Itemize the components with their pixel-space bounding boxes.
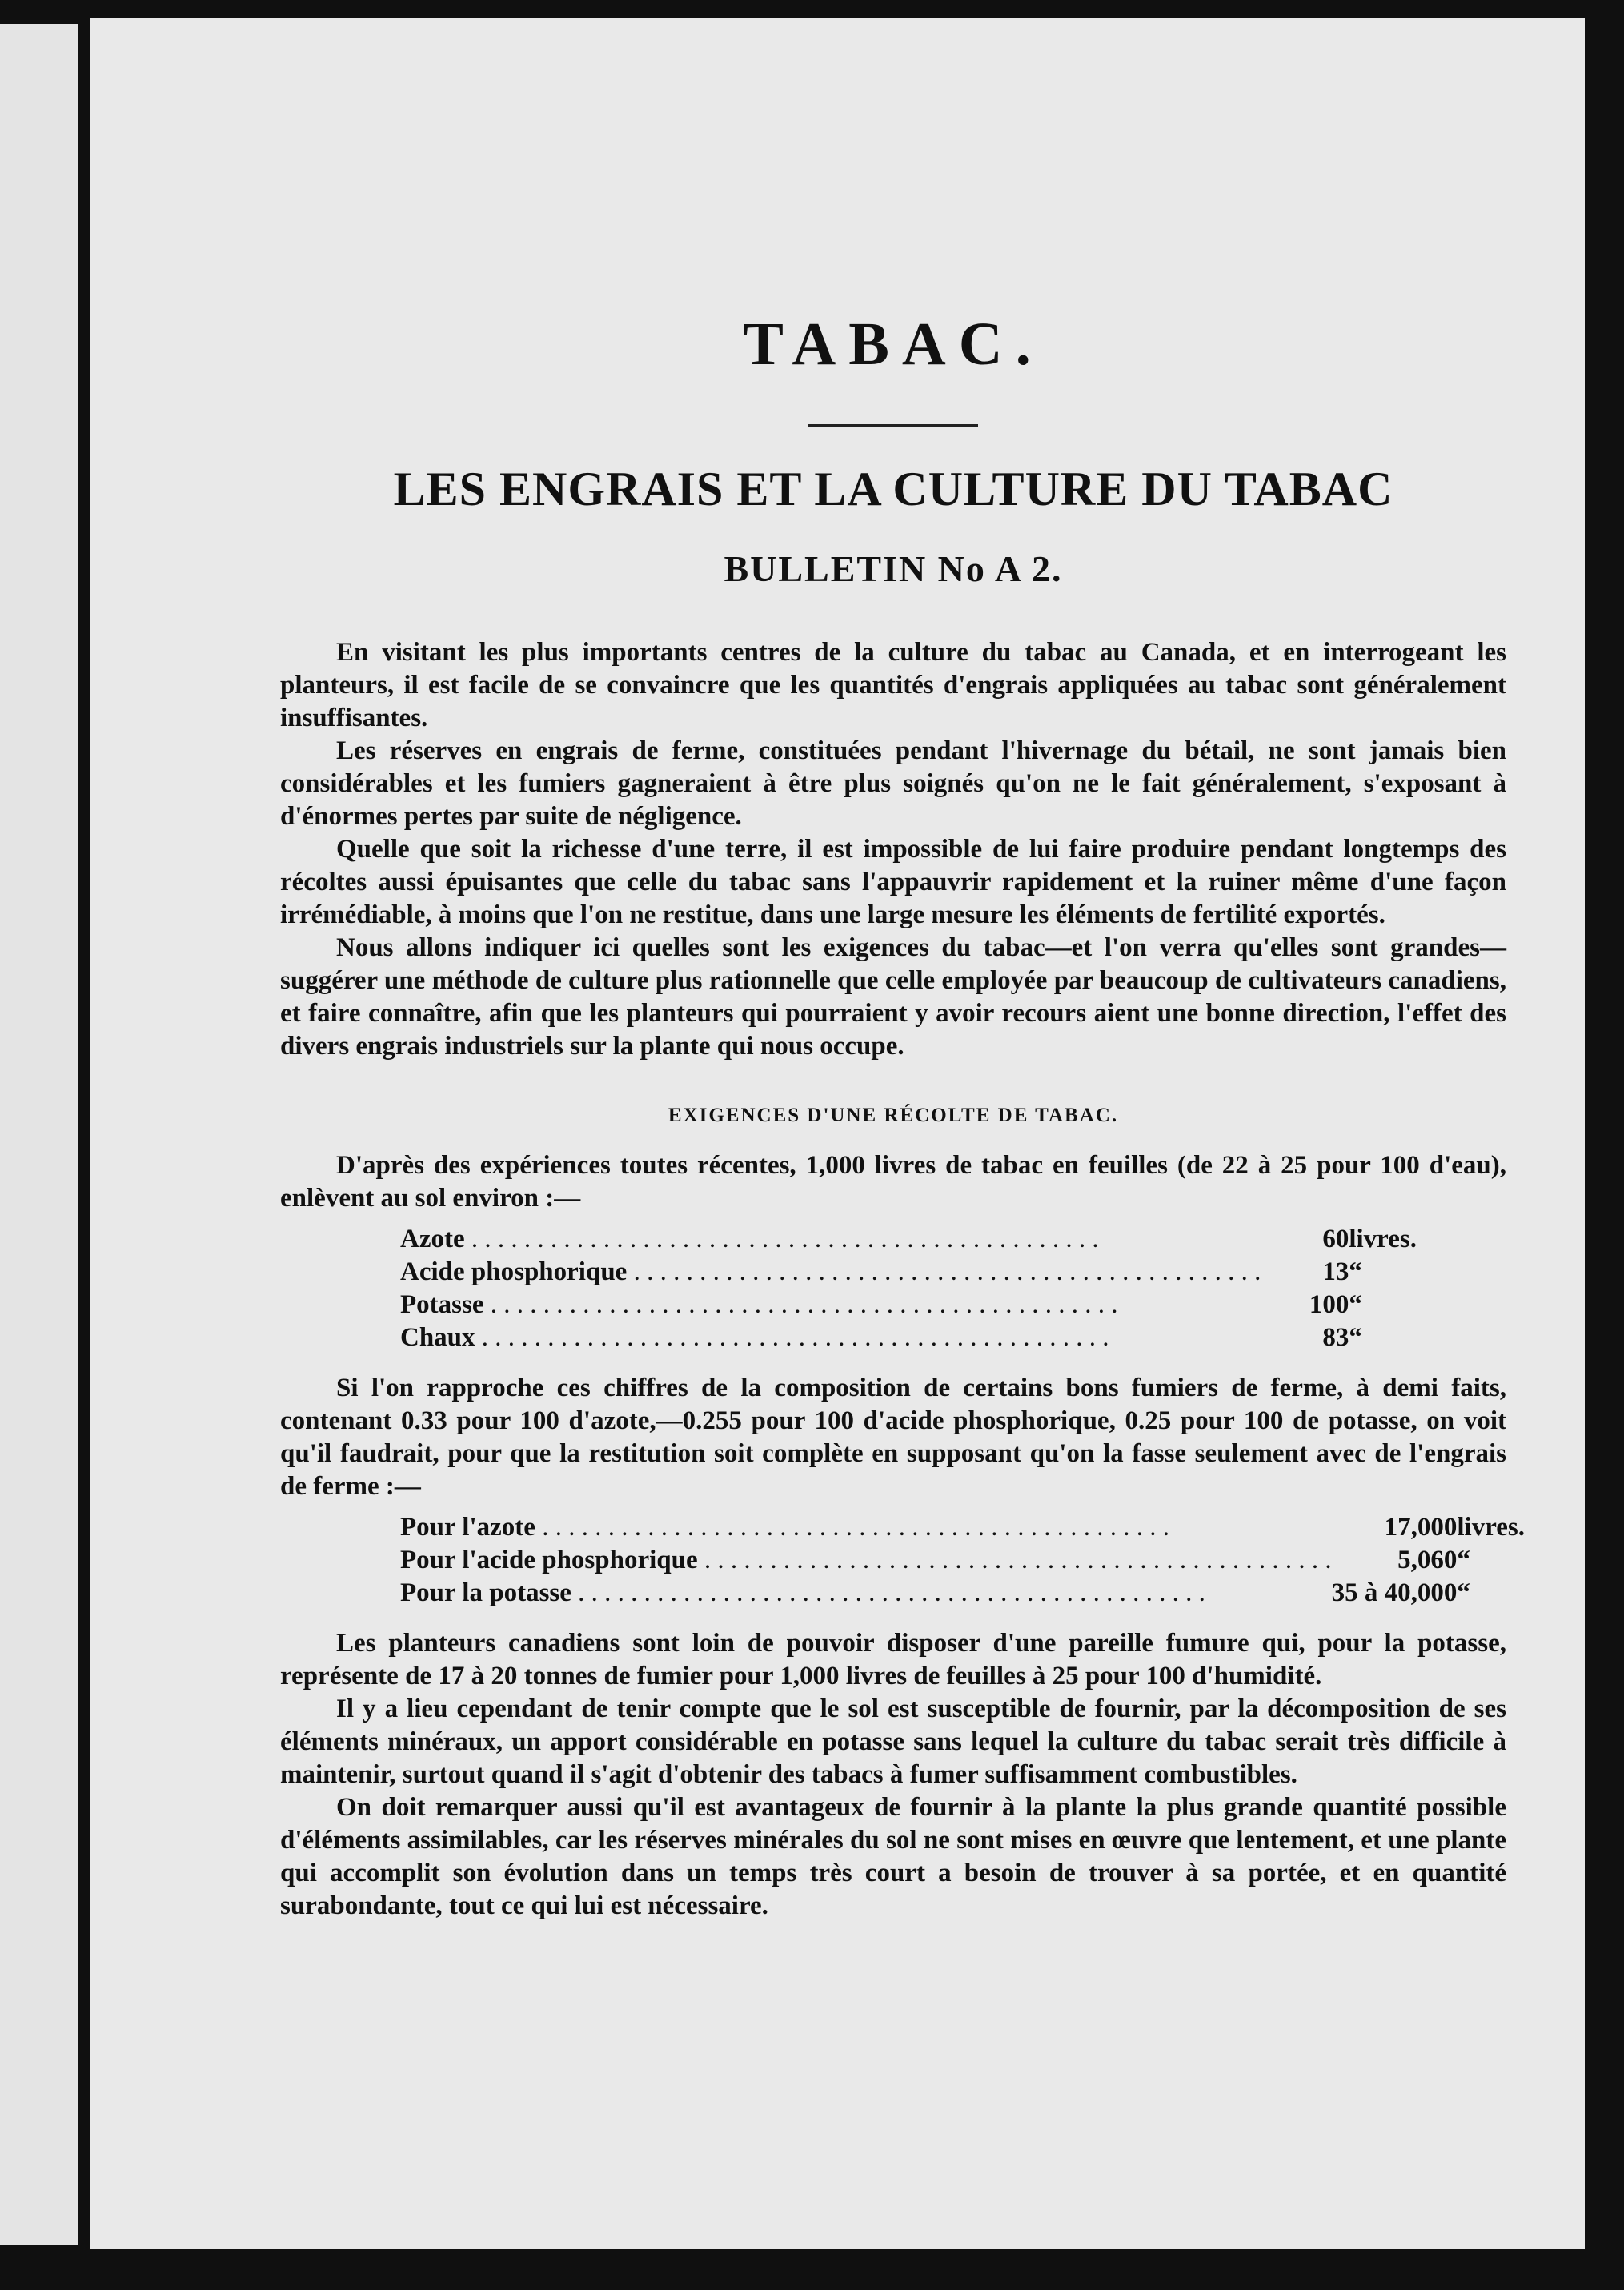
requirements-table [400,1511,1525,1610]
requirement-label: Pour la potasse . . . [400,1578,1205,1607]
adjacent-page-edge [0,24,78,2245]
element-value: 13 [1322,1257,1349,1286]
requirement-unit: livres. [1457,1513,1526,1542]
requirement-value: 35 à 40,000 [1331,1578,1458,1607]
requirement-unit: “ [1457,1546,1470,1574]
table-row [400,1511,1525,1544]
comparison-paragraph: Si l'on rapproche ces chiffres de la composition de certains bons fumiers de ferme, à demi faits, contenant 0.33 pour 100 d'azote,—0.255 pour 100 d'acide phosphorique, 0.25 pour 100 de potasse, on voit qu'il faudrait, pour que la restitution soit complète en supposant qu'on la fasse seulement avec de l'engrais de ferme :— [280,1374,1506,1501]
page-subtitle: LES ENGRAIS ET LA CULTURE DU TABAC [393,463,1393,515]
elements-table [400,1223,1417,1354]
element-value: 100 [1309,1290,1349,1319]
closing-paragraph: Il y a lieu cependant de tenir compte que le sol est susceptible de fournir, par la décomposition de ses éléments minéraux, un apport considérable en potasse sans lequel la culture du tabac serait très difficile à maintenir, surtout quand il s'agit d'obtenir des tabacs à fumer suffisamment combustibles. [280,1694,1506,1789]
table-row [400,1289,1417,1321]
table-row [400,1577,1525,1610]
element-unit: “ [1349,1257,1362,1286]
element-value: 60 [1322,1225,1349,1253]
element-label: Acide phosphorique . . . [400,1257,1261,1286]
intro-paragraph: En visitant les plus importants centres de la culture du tabac au Canada, et en interrogeant les planteurs, il est facile de se convaincre que les quantités d'engrais appliquées au tabac sont généralement insuffisantes. [280,638,1506,732]
element-value: 83 [1322,1323,1349,1352]
intro-paragraph: Nous allons indiquer ici quelles sont les exigences du tabac—et l'on verra qu'elles sont grandes—suggérer une méthode de culture plus rationnelle que celle employée par beaucoup de cultivateurs canadiens, et faire connaître, afin que les planteurs qui pourraient y avoir recours aient une bonne direction, l'effet des divers engrais industriels sur la plante qui nous occupe. [280,933,1506,1061]
requirement-label: Pour l'azote . . . [400,1513,1169,1542]
closing-paragraph: On doit remarquer aussi qu'il est avantageux de fournir à la plante la plus grande quantité possible d'éléments assimilables, car les réserves minérales du sol ne sont mises en œuvre que lentement, et une plante qui accomplit son évolution dans un temps très court a besoin de trouver à sa portée, et en quantité surabondante, tout ce qui lui est nécessaire. [280,1793,1506,1920]
section-intro: D'après des expériences toutes récentes, 1,000 livres de tabac en feuilles (de 22 à 25 pour 100 d'eau), enlèvent au sol environ :— [280,1151,1506,1213]
table-row [400,1544,1525,1577]
element-unit: “ [1349,1290,1362,1319]
document-page [90,18,1585,2249]
page-content [280,311,1526,1923]
element-label: Chaux . . . [400,1323,1109,1352]
intro-paragraph: Les réserves en engrais de ferme, constituées pendant l'hivernage du bétail, ne sont jamais bien considérables et les fumiers gagneraient à être plus soignés qu'on ne le fait généralement, s'exposant à d'énormes pertes par suite de négligence. [280,736,1506,831]
closing-paragraph: Les planteurs canadiens sont loin de pouvoir disposer d'une pareille fumure qui, pour la potasse, représente de 17 à 20 tonnes de fumier pour 1,000 livres de feuilles à 25 pour 100 d'humidité. [280,1629,1506,1690]
section-heading: EXIGENCES D'UNE RÉCOLTE DE TABAC. [668,1105,1119,1126]
element-label: Potasse . . . [400,1290,1117,1319]
table-row [400,1223,1417,1256]
table-row [400,1256,1417,1289]
requirement-label: Pour l'acide phosphorique . . . [400,1546,1332,1574]
table-row [400,1321,1417,1354]
element-unit: “ [1349,1323,1362,1352]
requirement-unit: “ [1457,1578,1470,1607]
page-title: TABAC. [743,311,1044,378]
element-label: Azote . . . [400,1225,1099,1253]
bulletin-number: BULLETIN No A 2. [724,548,1063,589]
requirement-value: 5,060 [1397,1546,1458,1574]
title-rule [808,424,978,427]
intro-paragraph: Quelle que soit la richesse d'une terre, il est impossible de lui faire produire pendant longtemps des récoltes aussi épuisantes que celle du tabac sans l'appauvrir rapidement et la ruiner même d'une façon irrémédiable, à moins que l'on ne restitue, dans une large mesure les éléments de fertilité exportés. [280,835,1506,929]
element-unit: livres. [1349,1225,1417,1253]
requirement-value: 17,000 [1384,1513,1458,1542]
